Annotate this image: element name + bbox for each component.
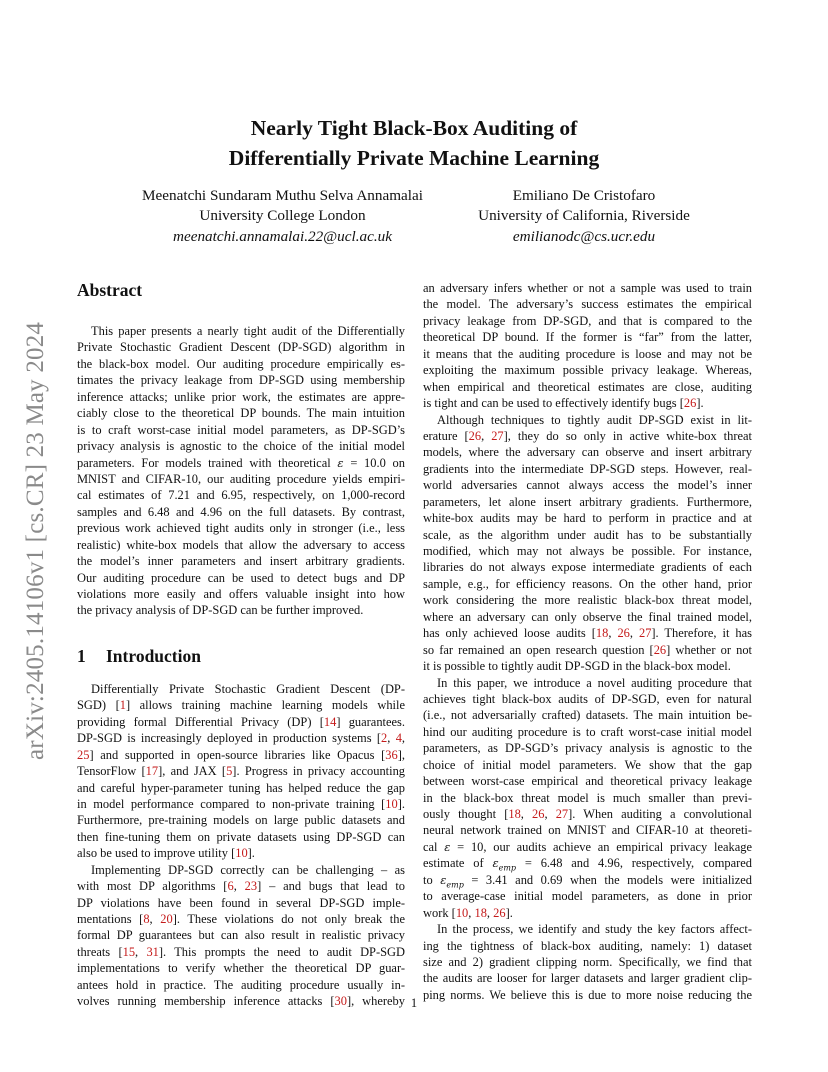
paragraph-line: then fine-tuning them on private datasets using DP-SGD can: [77, 829, 405, 844]
paragraph-line: and careful hyper-parameter tuning has helped reduce the gap: [77, 780, 405, 795]
paragraph-line: hind our auditing procedure is to craft worst-case initial model: [423, 724, 752, 739]
abstract-line: inference attacks; unlike prior work, the estimates are appre-: [77, 389, 405, 404]
abstract-line: cal estimates of 7.21 and 6.95, respectively, on 1,000-record: [77, 488, 405, 503]
paragraph-line: to $\varepsilon_{emp} = 3.41$ and 0.69 when the models were initialized: [423, 872, 752, 890]
paragraph-line: mentations [8, 20]. These violations do not only break the: [77, 912, 405, 926]
paragraph-line: in model performance compared to non-private training [10].: [77, 796, 405, 811]
paragraph-line: sample, e.g., for efficiency reasons. On the other hand, prior: [423, 576, 752, 591]
paragraph-line: scale, as the algorithm under audit has to be substantially: [423, 527, 752, 542]
paragraph-line: to average-case initial model parameters, as done in prior: [423, 889, 752, 904]
paragraph-line: parameters, as DP-SGD’s privacy analysis is agnostic to the: [423, 741, 752, 756]
author-block-1: [120, 186, 445, 247]
paragraph-line: it is possible to tightly audit DP-SGD in the black-box model.: [423, 659, 731, 674]
abstract-line: the privacy analysis of DP-SGD can be further improved.: [77, 603, 364, 618]
paragraph-line: ing the tightness of black-box auditing, namely: 1) dataset: [423, 938, 752, 953]
title-line-2: Differentially Private Machine Learning: [228, 146, 600, 170]
introduction-body-left: [77, 681, 405, 1010]
paper-title: [60, 113, 768, 173]
page-number: 1: [410, 996, 418, 1010]
paragraph-line: libraries do not always expose intermediate gradients of each: [423, 560, 752, 575]
abstract-line: the black-box model. Our auditing procedure empirically es-: [77, 356, 405, 371]
paragraph-line: SGD) [1] allows training machine learning models while: [77, 698, 405, 713]
arxiv-side-stamp: [22, 275, 50, 760]
paragraph-line: the model. The adversary’s success estimates the empirical: [423, 297, 752, 312]
paragraph-line: formal DP guarantees but can also result in realistic privacy: [77, 928, 405, 943]
paragraph-line: implementations to verify whether the theoretical DP guar-: [77, 961, 405, 976]
paragraph-line: parameters, let alone insert arbitrary gradients. Furthermore,: [423, 494, 752, 509]
paragraph-line: theoretical DP bound. If the former is “far” from the latter,: [423, 330, 752, 345]
paragraph-line: DP-SGD is increasingly deployed in production systems [2, 4,: [77, 731, 406, 746]
paragraph-line: work considering the more realistic black-box threat model,: [423, 593, 752, 608]
author-email: emilianodc@cs.ucr.edu: [512, 227, 656, 245]
paragraph-line: has only achieved loose audits [18, 26, 27]. Therefore, it has: [423, 626, 752, 641]
paragraph-line: Although techniques to tightly audit DP-SGD exist in lit-: [437, 412, 752, 427]
abstract-line: privacy analysis is agnostic to the choice of the initial model: [77, 439, 405, 454]
paragraph-line: neural network trained on MNIST and CIFAR-10 at theoreti-: [423, 823, 752, 838]
paragraph-line: gradients into the intermediate DP-SGD steps. However, real-: [423, 461, 752, 476]
title-line-1: Nearly Tight Black-Box Auditing of: [250, 116, 578, 140]
left-column: [77, 279, 405, 1010]
paragraph-line: estimate of $\varepsilon_{emp} = 6.48$ and 4.96, respectively, compared: [423, 856, 752, 873]
paragraph-line: the audits are looser for larger datasets and larger gradient clip-: [423, 971, 752, 986]
abstract-line: Private Stochastic Gradient Descent (DP-SGD) algorithm in: [77, 340, 405, 355]
paragraph-line: Differentially Private Stochastic Gradient Descent (DP-: [91, 681, 405, 696]
paragraph-line: privacy leakage from DP-SGD, and that is compared to the: [423, 313, 752, 328]
paragraph-line: is tight and can be used to effectively identify bugs [26].: [423, 396, 704, 411]
paragraph-line: so far remained an open research question [26] whether or not: [423, 642, 752, 657]
paragraph-line: an adversary infers whether or not a sample was used to train: [423, 281, 752, 295]
paragraph-line: volves running membership inference attacks [30], whereby: [77, 994, 405, 1009]
abstract-line: Our auditing procedure can be used to detect bugs and DP: [77, 570, 405, 585]
paragraph-line: in the black-box threat model is much smaller than previ-: [423, 790, 752, 805]
author-affiliation: University College London: [199, 207, 366, 225]
abstract-line: This paper presents a nearly tight audit of the Differentially: [91, 324, 405, 338]
paragraph-line: threats [15, 31]. This prompts the need to audit DP-SGD: [77, 944, 405, 959]
abstract-line: parameters. For models trained with theoretical ε = 10.0 on: [77, 455, 405, 470]
section-title: Introduction: [106, 645, 201, 666]
paragraph-line: exploiting the maximum possible privacy leakage. Whereas,: [423, 363, 752, 378]
author-affiliation: University of California, Riverside: [478, 207, 690, 225]
paragraph-line: providing formal Differential Privacy (DP) [14] guarantees.: [77, 714, 405, 729]
introduction-body-right: [423, 280, 752, 1003]
paragraph-line: also be used to improve utility [10].: [77, 846, 255, 861]
paragraph-line: In the process, we identify and study the key factors affect-: [437, 922, 752, 937]
author-name: Meenatchi Sundaram Muthu Selva Annamalai: [142, 187, 423, 204]
right-column: [423, 280, 752, 1003]
paragraph-line: when empirical and theoretical estimates are close, auditing: [423, 379, 752, 394]
abstract-line: realistic) white-box models that allow the adversary to access: [77, 537, 405, 552]
abstract-line: samples and 6.48 and 4.96 on the full datasets. By contrast,: [77, 504, 405, 519]
paragraph-line: world adversaries cannot always access the model’s inner: [423, 478, 752, 493]
abstract-line: timates the privacy leakage from DP-SGD using membership: [77, 373, 405, 388]
paragraph-line: ously thought [18, 26, 27]. When auditing a convolutional: [423, 807, 753, 821]
paragraph-line: cal ε = 10, our audits achieve an empirical privacy leakage: [423, 839, 752, 854]
paragraph-line: DP violations have been found in several DP-SGD imple-: [77, 895, 405, 910]
paragraph-line: white-box audits may be hard to perform in practice and at: [423, 511, 752, 526]
abstract-line: is to craft worst-case initial model parameters, as DP-SGD’s: [77, 422, 405, 437]
paragraph-line: modified, which may not always be possible. For instance,: [423, 544, 752, 558]
abstract-heading: Abstract: [77, 280, 143, 300]
paragraph-line: choice of initial model parameters. We show that the gap: [423, 757, 752, 772]
abstract-line: previous work achieved tight audits only in stronger (i.e., less: [77, 521, 405, 536]
paragraph-line: 25] and supported in open-source libraries like Opacus [36],: [77, 747, 405, 762]
paragraph-line: Implementing DP-SGD correctly can be challenging – as: [91, 862, 405, 877]
section-number: 1: [77, 645, 86, 666]
paragraph-line: Furthermore, pre-training models on large public datasets and: [77, 813, 405, 828]
paragraph-line: with most DP algorithms [6, 23] – and bugs that lead to: [77, 879, 405, 894]
paragraph-line: achieves tight black-box audits of DP-SGD, even for natural: [423, 691, 752, 706]
author-email: meenatchi.annamalai.22@ucl.ac.uk: [173, 227, 392, 245]
paragraph-line: TensorFlow [17], and JAX [5]. Progress in privacy accounting: [77, 764, 406, 779]
arxiv-identifier: arXiv:2405.14106v1 [cs.CR] 23 May 2024: [22, 321, 49, 760]
introduction-heading: [77, 645, 405, 667]
paragraph-line: it means that the auditing procedure is loose and may not be: [423, 346, 752, 361]
paragraph-line: where an adversary can only observe the final trained model,: [423, 609, 752, 624]
paragraph-line: between worst-case empirical and theoretical privacy leakage: [423, 774, 752, 789]
abstract-line: violations more easily and offers valuable insight into how: [77, 587, 405, 601]
author-block-2: [455, 186, 713, 247]
paragraph-line: work [10, 18, 26].: [423, 905, 513, 920]
paragraph-line: size and 2) gradient clipping norm. Specifically, we find that: [423, 954, 752, 969]
abstract-body: [77, 323, 405, 619]
paragraph-line: ping norms. We believe this is due to more noise reducing the: [423, 987, 752, 1002]
abstract-line: the model’s inner parameters and insert arbitrary gradients.: [77, 554, 405, 569]
abstract-line: ciably close to the theoretical DP bounds. The main intuition: [77, 406, 405, 421]
paragraph-line: antees hold in practice. The auditing procedure usually in-: [77, 977, 405, 992]
paragraph-line: (i.e., not adversarially crafted) datasets. The main intuition be-: [423, 708, 752, 723]
paragraph-line: models, where the adversary can observe and insert arbitrary: [423, 445, 752, 460]
paragraph-line: In this paper, we introduce a novel auditing procedure that: [437, 675, 752, 690]
author-name: Emiliano De Cristofaro: [512, 187, 656, 204]
paragraph-line: erature [26, 27], they do so only in active white-box threat: [423, 428, 752, 443]
abstract-line: MNIST and CIFAR-10, our auditing procedure yields empiri-: [77, 471, 405, 486]
